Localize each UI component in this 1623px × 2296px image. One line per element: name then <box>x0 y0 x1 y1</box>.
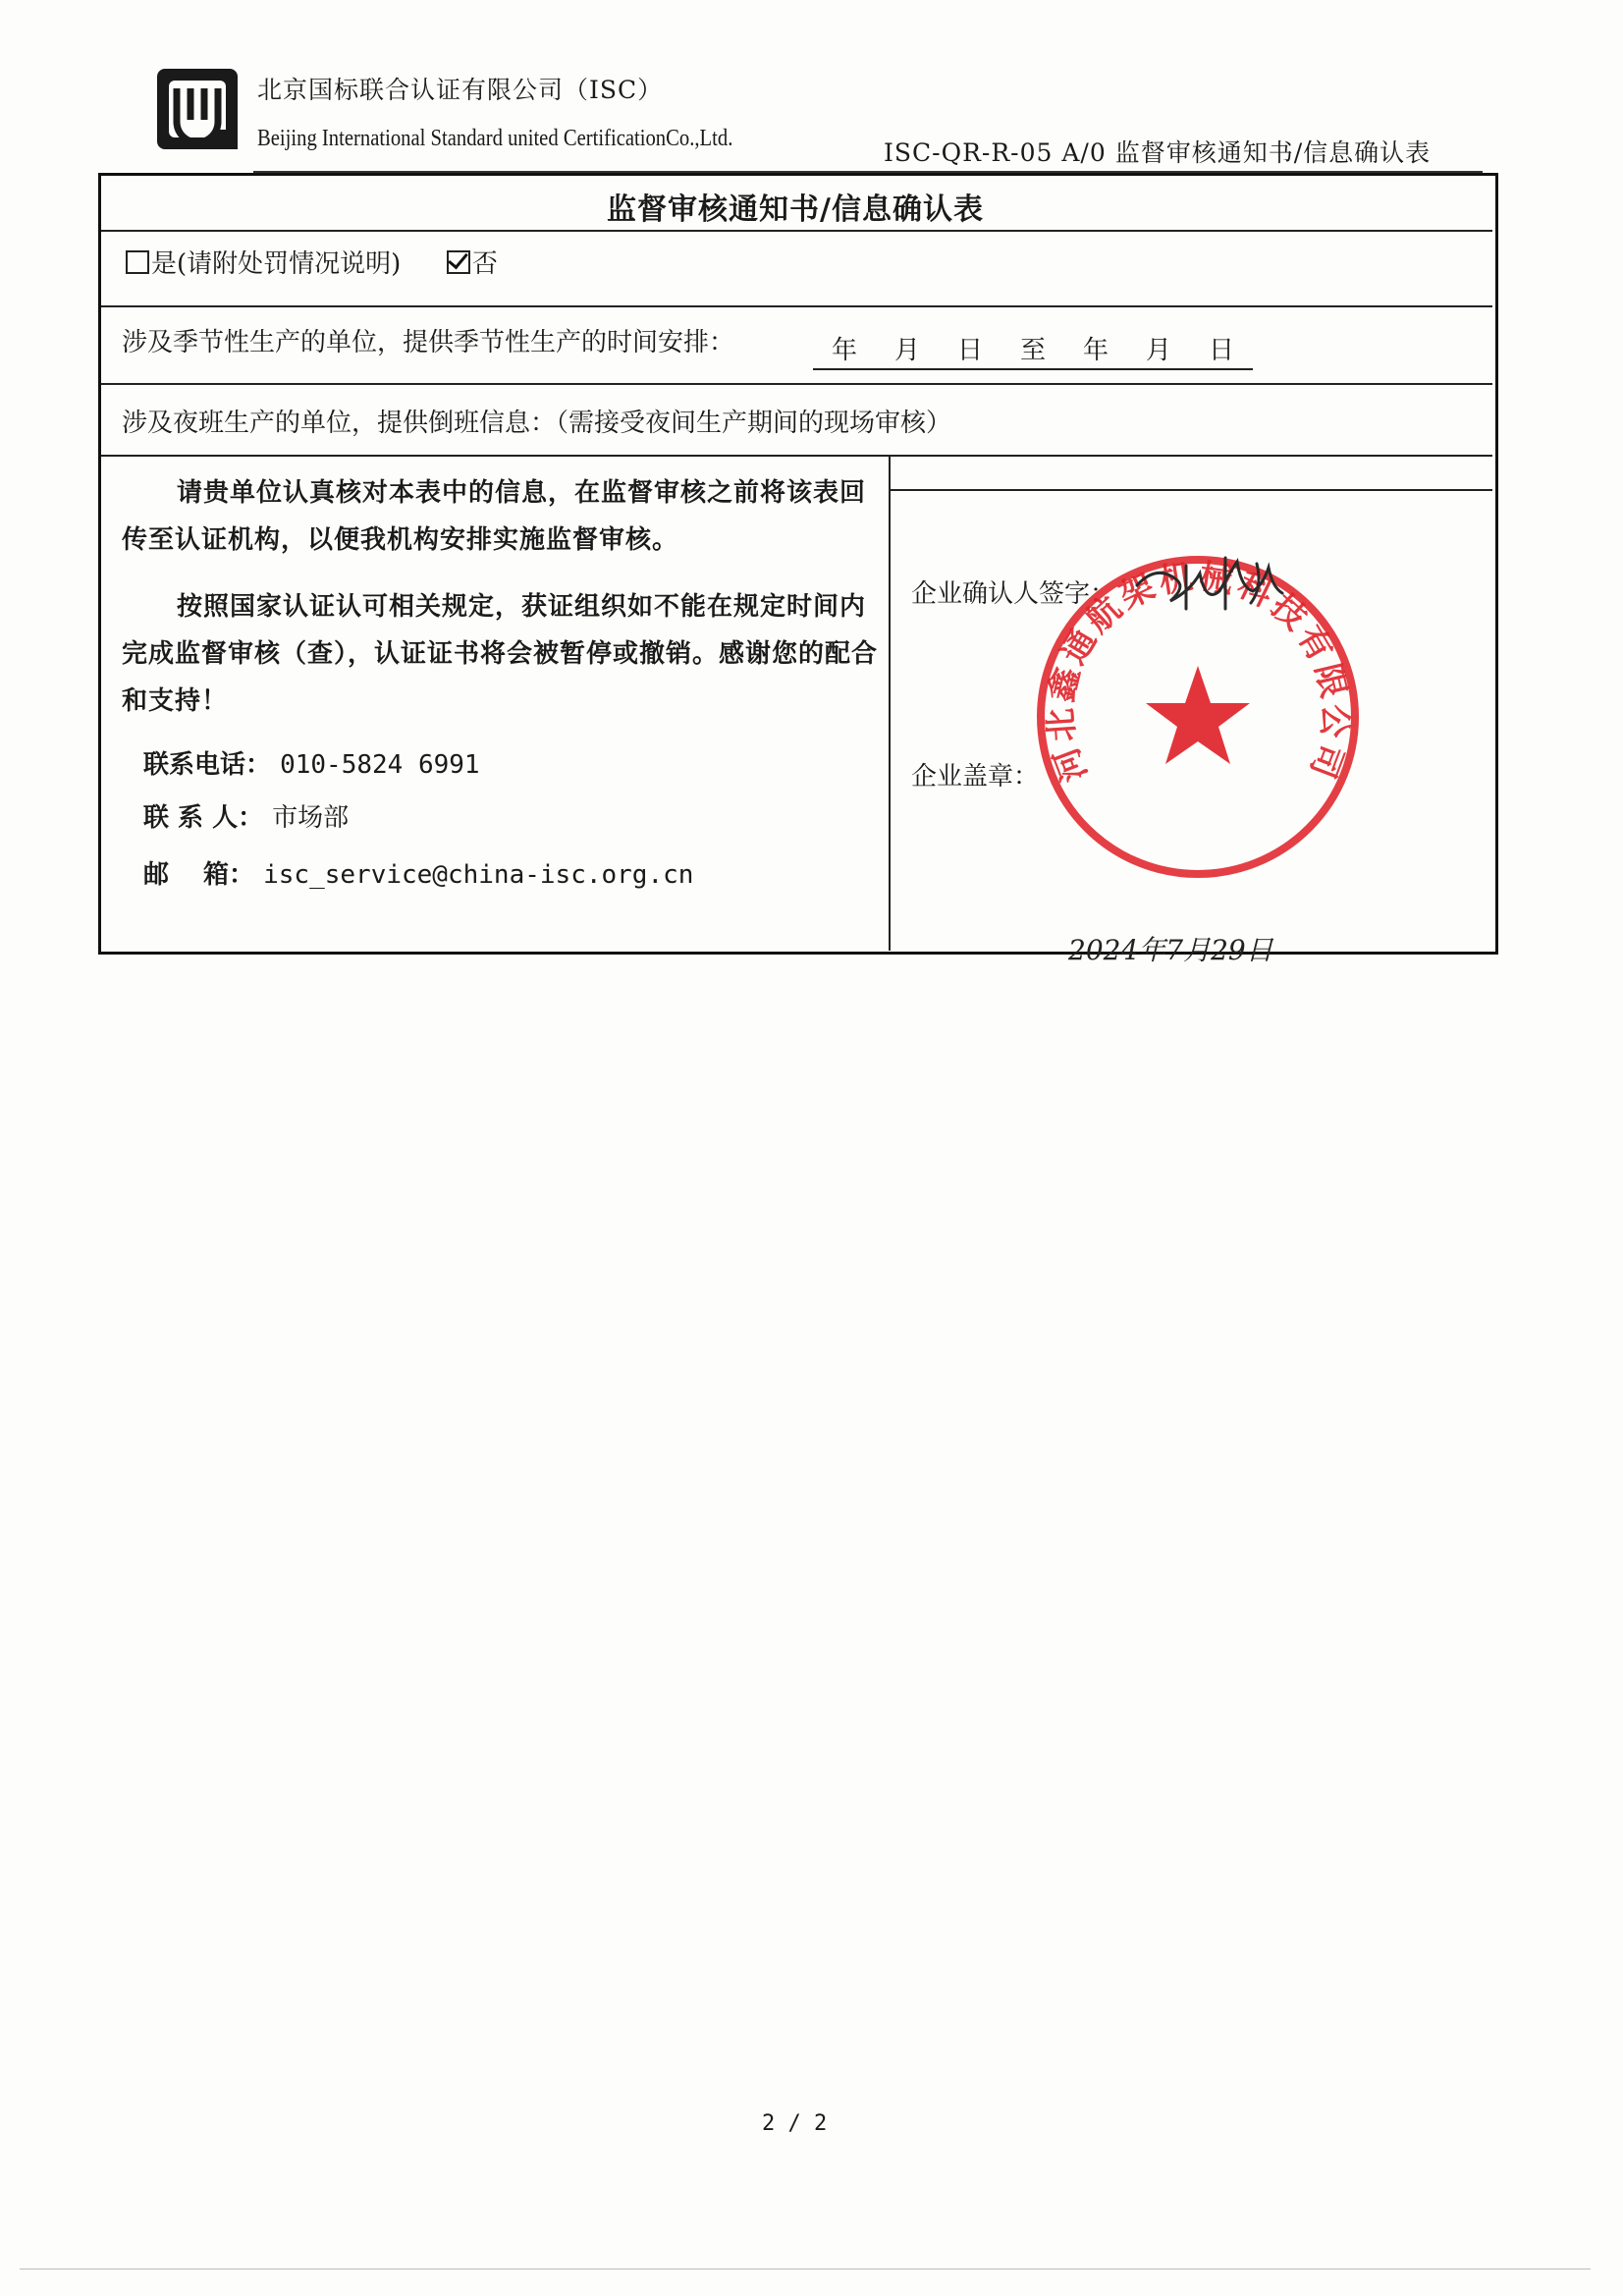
document-code: ISC-QR-R-05 A/0 监督审核通知书/信息确认表 <box>884 138 1432 167</box>
date-part: 月 <box>1145 336 1171 365</box>
row-divider <box>890 489 1492 491</box>
sign-date-text: 2024年7月29日 <box>1068 934 1273 966</box>
night-shift-label: 涉及夜班生产的单位，提供倒班信息：（需接受夜间生产期间的现场审核） <box>122 409 952 438</box>
penalty-no-checkbox[interactable] <box>447 250 470 274</box>
email-label: 邮 箱： <box>143 860 255 890</box>
contact-phone <box>143 744 480 781</box>
seal-text: 河北鑫通航架机械科技有限公司 <box>1041 557 1355 788</box>
contact-value: 市场部 <box>272 803 350 833</box>
handwritten-signature <box>1127 546 1304 634</box>
seal-label: 企业盖章： <box>911 762 1040 792</box>
sign-date <box>1068 911 1324 980</box>
penalty-no-label: 否 <box>471 249 498 279</box>
penalty-yes-label: 是(请附处罚情况说明) <box>151 249 402 279</box>
date-part: 月 <box>893 336 920 365</box>
row-divider <box>101 230 1492 232</box>
penalty-yes-checkbox[interactable] <box>126 250 149 274</box>
row-divider <box>101 383 1492 385</box>
notice-paragraph-1: 请贵单位认真核对本表中的信息，在监督审核之前将该表回传至认证机构，以便我机构安排实施监督审核。 <box>122 478 867 555</box>
email-value[interactable]: isc_service@china-isc.org.cn <box>263 860 694 890</box>
contact-label: 联 系 人： <box>143 803 264 833</box>
date-part: 至 <box>1019 336 1046 365</box>
seasonal-label: 涉及季节性生产的单位，提供季节性生产的时间安排： <box>122 328 735 357</box>
form-title: 监督审核通知书/信息确认表 <box>607 192 984 227</box>
page-number: 2 / 2 <box>762 2111 828 2136</box>
penalty-row <box>126 244 498 280</box>
date-part: 年 <box>831 336 857 365</box>
company-name-cn: 北京国标联合认证有限公司（ISC） <box>257 76 664 104</box>
phone-value: 010-5824 6991 <box>280 750 480 780</box>
date-part: 年 <box>1082 336 1109 365</box>
notice-paragraph-2: 按照国家认证认可相关规定，获证组织如不能在规定时间内完成监督审核（查），认证证书将会被暂停或撤销。感谢您的配合和支持！ <box>122 592 879 716</box>
date-part: 日 <box>1208 336 1234 365</box>
row-divider <box>101 305 1492 307</box>
column-divider <box>889 456 891 951</box>
contact-person <box>143 797 349 834</box>
signer-label: 企业确认人签字： <box>911 579 1116 609</box>
isc-logo-icon <box>155 67 240 151</box>
row-divider <box>101 455 1492 457</box>
date-part: 日 <box>956 336 983 365</box>
contact-email <box>143 854 693 891</box>
company-name-en: Beijing International Standard united CertificationCo.,Ltd. <box>257 126 733 151</box>
seasonal-date-range[interactable] <box>813 330 1253 370</box>
phone-label: 联系电话： <box>143 750 272 780</box>
